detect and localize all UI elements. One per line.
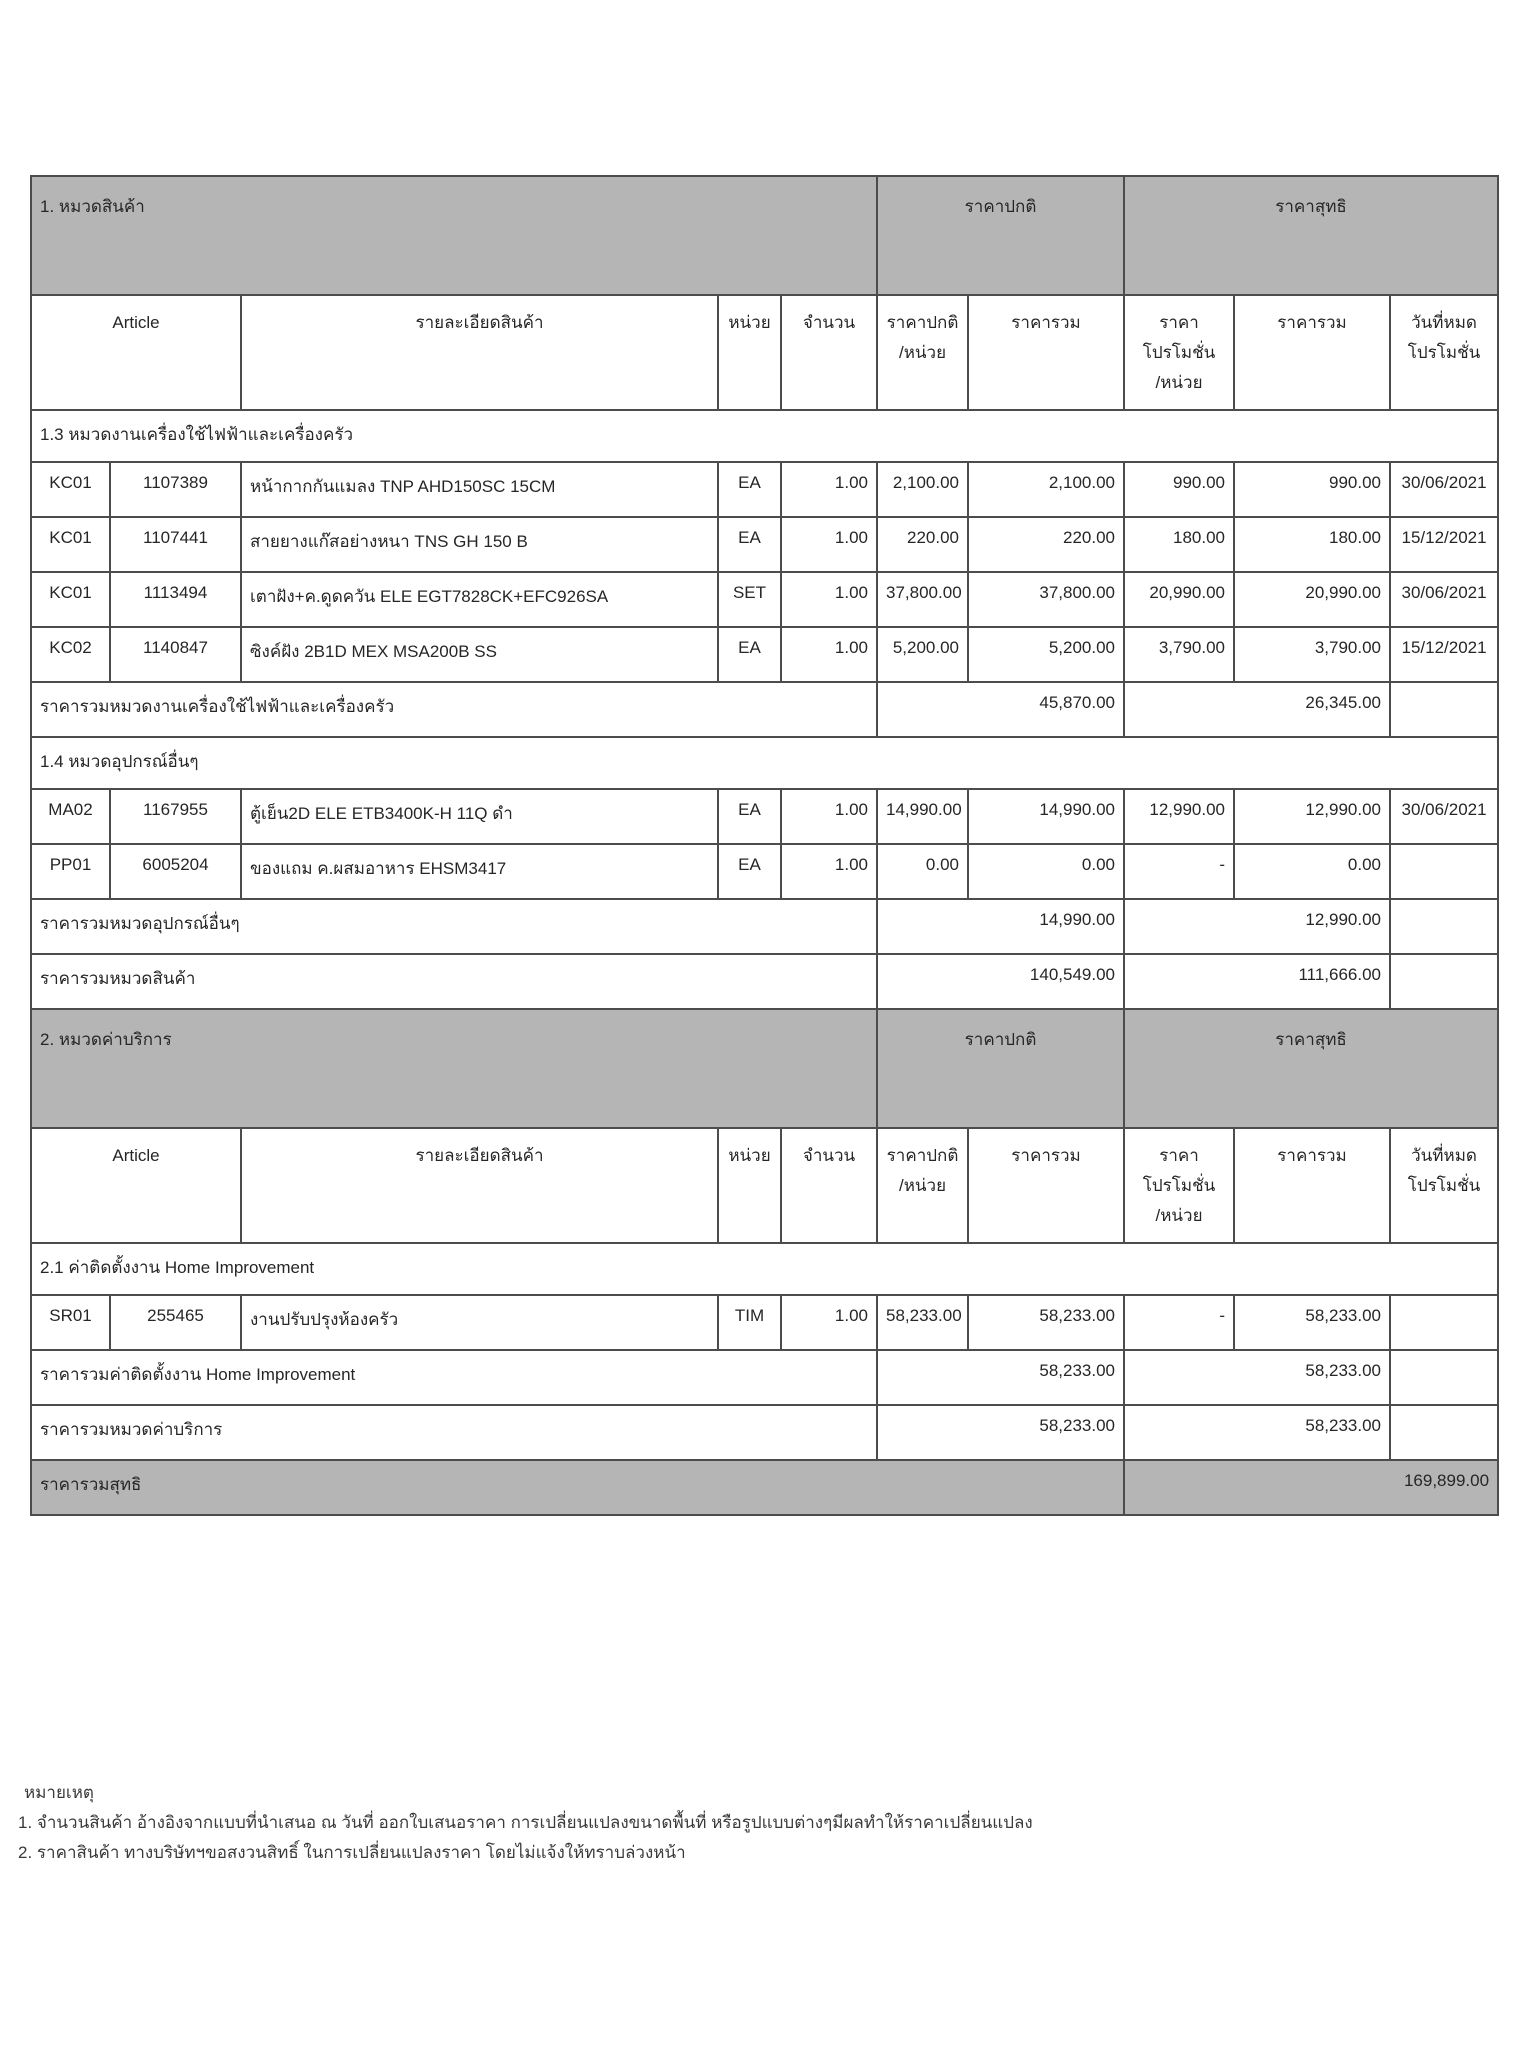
item-unit-price: 58,233.00 xyxy=(877,1295,968,1350)
col-unit: หน่วย xyxy=(718,295,781,410)
item-article: 1140847 xyxy=(110,627,241,682)
item-expiry: 30/06/2021 xyxy=(1390,789,1498,844)
grand-total-value: 169,899.00 xyxy=(1124,1460,1498,1515)
item-promo-unit: - xyxy=(1124,1295,1234,1350)
item-unit-price: 220.00 xyxy=(877,517,968,572)
item-code: KC01 xyxy=(31,462,110,517)
item-expiry: 30/06/2021 xyxy=(1390,462,1498,517)
table-row xyxy=(31,572,1498,627)
group1-header-row xyxy=(31,176,1498,295)
group1-net-price-label: ราคาสุทธิ xyxy=(1124,176,1498,295)
item-qty: 1.00 xyxy=(781,517,877,572)
item-description: สายยางแก๊สอย่างหนา TNS GH 150 B xyxy=(241,517,718,572)
item-article: 1113494 xyxy=(110,572,241,627)
col-expiry: วันที่หมด โปรโมชั่น xyxy=(1390,1128,1498,1243)
item-description: ตู้เย็น2D ELE ETB3400K-H 11Q ดำ xyxy=(241,789,718,844)
item-qty: 1.00 xyxy=(781,462,877,517)
item-promo-unit: 3,790.00 xyxy=(1124,627,1234,682)
item-unit: EA xyxy=(718,517,781,572)
col-total: ราคารวม xyxy=(968,1128,1124,1243)
item-description: ของแถม ค.ผสมอาหาร EHSM3417 xyxy=(241,844,718,899)
item-qty: 1.00 xyxy=(781,844,877,899)
item-article: 255465 xyxy=(110,1295,241,1350)
group2-title: 2. หมวดค่าบริการ xyxy=(31,1009,877,1128)
note-line-1: 1. จำนวนสินค้า อ้างอิงจากแบบที่นำเสนอ ณ วันที่ ออกใบเสนอราคา การเปลี่ยนแปลงขนาดพื้นที่ หรือรูปแบบต่างๆมีผลทำให้ราคาเปลี่ยนแปลง xyxy=(18,1813,1033,1832)
item-qty: 1.00 xyxy=(781,627,877,682)
col-normal-per-unit: ราคาปกติ /หน่วย xyxy=(877,1128,968,1243)
item-unit-price: 37,800.00 xyxy=(877,572,968,627)
item-expiry: 15/12/2021 xyxy=(1390,627,1498,682)
subtotal-label: ราคารวมหมวดงานเครื่องใช้ไฟฟ้าและเครื่องครัว xyxy=(31,682,877,737)
item-code: KC02 xyxy=(31,627,110,682)
table-row xyxy=(31,789,1498,844)
item-expiry xyxy=(1390,844,1498,899)
services-total-row xyxy=(31,1405,1498,1460)
section-1-4-subtotal-row xyxy=(31,899,1498,954)
item-promo-unit: 180.00 xyxy=(1124,517,1234,572)
item-article: 1167955 xyxy=(110,789,241,844)
section-1-4-row xyxy=(31,737,1498,789)
item-article: 1107389 xyxy=(110,462,241,517)
item-unit: EA xyxy=(718,627,781,682)
col-promo-per-unit: ราคา โปรโมชั่น /หน่วย xyxy=(1124,295,1234,410)
group2-header-row xyxy=(31,1009,1498,1128)
col-qty: จำนวน xyxy=(781,1128,877,1243)
group2-normal-price-label: ราคาปกติ xyxy=(877,1009,1124,1128)
item-unit: EA xyxy=(718,789,781,844)
col-expiry: วันที่หมด โปรโมชั่น xyxy=(1390,295,1498,410)
item-expiry: 15/12/2021 xyxy=(1390,517,1498,572)
notes-heading: หมายเหตุ xyxy=(24,1783,94,1802)
notes-block xyxy=(18,1778,1033,1868)
section-1-4-title: 1.4 หมวดอุปกรณ์อื่นๆ xyxy=(31,737,1498,789)
item-promo-total: 3,790.00 xyxy=(1234,627,1390,682)
item-unit: TIM xyxy=(718,1295,781,1350)
section-1-3-subtotal-row xyxy=(31,682,1498,737)
item-qty: 1.00 xyxy=(781,572,877,627)
col-unit: หน่วย xyxy=(718,1128,781,1243)
item-unit-price: 0.00 xyxy=(877,844,968,899)
section-2-1-subtotal-row xyxy=(31,1350,1498,1405)
col-promo-total: ราคารวม xyxy=(1234,295,1390,410)
item-article: 1107441 xyxy=(110,517,241,572)
products-total-row xyxy=(31,954,1498,1009)
item-promo-total: 180.00 xyxy=(1234,517,1390,572)
column-header-row xyxy=(31,1128,1498,1243)
item-code: MA02 xyxy=(31,789,110,844)
subtotal-net: 26,345.00 xyxy=(1124,682,1390,737)
item-description: ซิงค์ฝัง 2B1D MEX MSA200B SS xyxy=(241,627,718,682)
subtotal-normal: 58,233.00 xyxy=(877,1350,1124,1405)
group1-title: 1. หมวดสินค้า xyxy=(31,176,877,295)
item-total: 37,800.00 xyxy=(968,572,1124,627)
table-row xyxy=(31,627,1498,682)
item-expiry: 30/06/2021 xyxy=(1390,572,1498,627)
subtotal-expiry-empty xyxy=(1390,899,1498,954)
item-unit: EA xyxy=(718,844,781,899)
item-promo-total: 20,990.00 xyxy=(1234,572,1390,627)
grand-total-row xyxy=(31,1460,1498,1515)
item-article: 6005204 xyxy=(110,844,241,899)
item-description: หน้ากากกันแมลง TNP AHD150SC 15CM xyxy=(241,462,718,517)
col-description: รายละเอียดสินค้า xyxy=(241,295,718,410)
subtotal-net: 12,990.00 xyxy=(1124,899,1390,954)
services-total-label: ราคารวมหมวดค่าบริการ xyxy=(31,1405,877,1460)
subtotal-normal: 14,990.00 xyxy=(877,899,1124,954)
subtotal-label: ราคารวมหมวดอุปกรณ์อื่นๆ xyxy=(31,899,877,954)
item-total: 2,100.00 xyxy=(968,462,1124,517)
note-line-2: 2. ราคาสินค้า ทางบริษัทฯขอสงวนสิทธิ์ ในการเปลี่ยนแปลงราคา โดยไม่แจ้งให้ทราบล่วงหน้า xyxy=(18,1843,686,1862)
item-promo-unit: 12,990.00 xyxy=(1124,789,1234,844)
section-1-3-title: 1.3 หมวดงานเครื่องใช้ไฟฟ้าและเครื่องครัว xyxy=(31,410,1498,462)
subtotal-net: 58,233.00 xyxy=(1124,1350,1390,1405)
col-promo-total: ราคารวม xyxy=(1234,1128,1390,1243)
item-promo-unit: 20,990.00 xyxy=(1124,572,1234,627)
products-total-expiry-empty xyxy=(1390,954,1498,1009)
col-normal-per-unit: ราคาปกติ /หน่วย xyxy=(877,295,968,410)
col-article: Article xyxy=(31,1128,241,1243)
item-description: งานปรับปรุงห้องครัว xyxy=(241,1295,718,1350)
item-promo-unit: 990.00 xyxy=(1124,462,1234,517)
item-unit: SET xyxy=(718,572,781,627)
group1-normal-price-label: ราคาปกติ xyxy=(877,176,1124,295)
column-header-row xyxy=(31,295,1498,410)
services-total-normal: 58,233.00 xyxy=(877,1405,1124,1460)
item-total: 58,233.00 xyxy=(968,1295,1124,1350)
services-total-expiry-empty xyxy=(1390,1405,1498,1460)
products-total-normal: 140,549.00 xyxy=(877,954,1124,1009)
item-promo-total: 990.00 xyxy=(1234,462,1390,517)
item-unit-price: 2,100.00 xyxy=(877,462,968,517)
item-promo-unit: - xyxy=(1124,844,1234,899)
subtotal-expiry-empty xyxy=(1390,1350,1498,1405)
item-total: 5,200.00 xyxy=(968,627,1124,682)
grand-total-label: ราคารวมสุทธิ xyxy=(31,1460,1124,1515)
subtotal-normal: 45,870.00 xyxy=(877,682,1124,737)
item-code: KC01 xyxy=(31,517,110,572)
section-2-1-title: 2.1 ค่าติดตั้งงาน Home Improvement xyxy=(31,1243,1498,1295)
section-2-1-row xyxy=(31,1243,1498,1295)
item-unit-price: 5,200.00 xyxy=(877,627,968,682)
item-total: 0.00 xyxy=(968,844,1124,899)
table-row xyxy=(31,844,1498,899)
group2-net-price-label: ราคาสุทธิ xyxy=(1124,1009,1498,1128)
table-row xyxy=(31,1295,1498,1350)
col-description: รายละเอียดสินค้า xyxy=(241,1128,718,1243)
col-qty: จำนวน xyxy=(781,295,877,410)
services-total-net: 58,233.00 xyxy=(1124,1405,1390,1460)
table-row xyxy=(31,462,1498,517)
item-total: 14,990.00 xyxy=(968,789,1124,844)
col-promo-per-unit: ราคา โปรโมชั่น /หน่วย xyxy=(1124,1128,1234,1243)
item-qty: 1.00 xyxy=(781,1295,877,1350)
table-row xyxy=(31,517,1498,572)
item-promo-total: 12,990.00 xyxy=(1234,789,1390,844)
item-total: 220.00 xyxy=(968,517,1124,572)
item-promo-total: 58,233.00 xyxy=(1234,1295,1390,1350)
quotation-table xyxy=(30,175,1499,1516)
products-total-label: ราคารวมหมวดสินค้า xyxy=(31,954,877,1009)
item-code: PP01 xyxy=(31,844,110,899)
item-expiry xyxy=(1390,1295,1498,1350)
item-unit: EA xyxy=(718,462,781,517)
section-1-3-row xyxy=(31,410,1498,462)
col-article: Article xyxy=(31,295,241,410)
item-qty: 1.00 xyxy=(781,789,877,844)
subtotal-label: ราคารวมค่าติดตั้งงาน Home Improvement xyxy=(31,1350,877,1405)
item-unit-price: 14,990.00 xyxy=(877,789,968,844)
item-description: เตาฝัง+ค.ดูดควัน ELE EGT7828CK+EFC926SA xyxy=(241,572,718,627)
col-total: ราคารวม xyxy=(968,295,1124,410)
item-promo-total: 0.00 xyxy=(1234,844,1390,899)
item-code: SR01 xyxy=(31,1295,110,1350)
subtotal-expiry-empty xyxy=(1390,682,1498,737)
products-total-net: 111,666.00 xyxy=(1124,954,1390,1009)
item-code: KC01 xyxy=(31,572,110,627)
